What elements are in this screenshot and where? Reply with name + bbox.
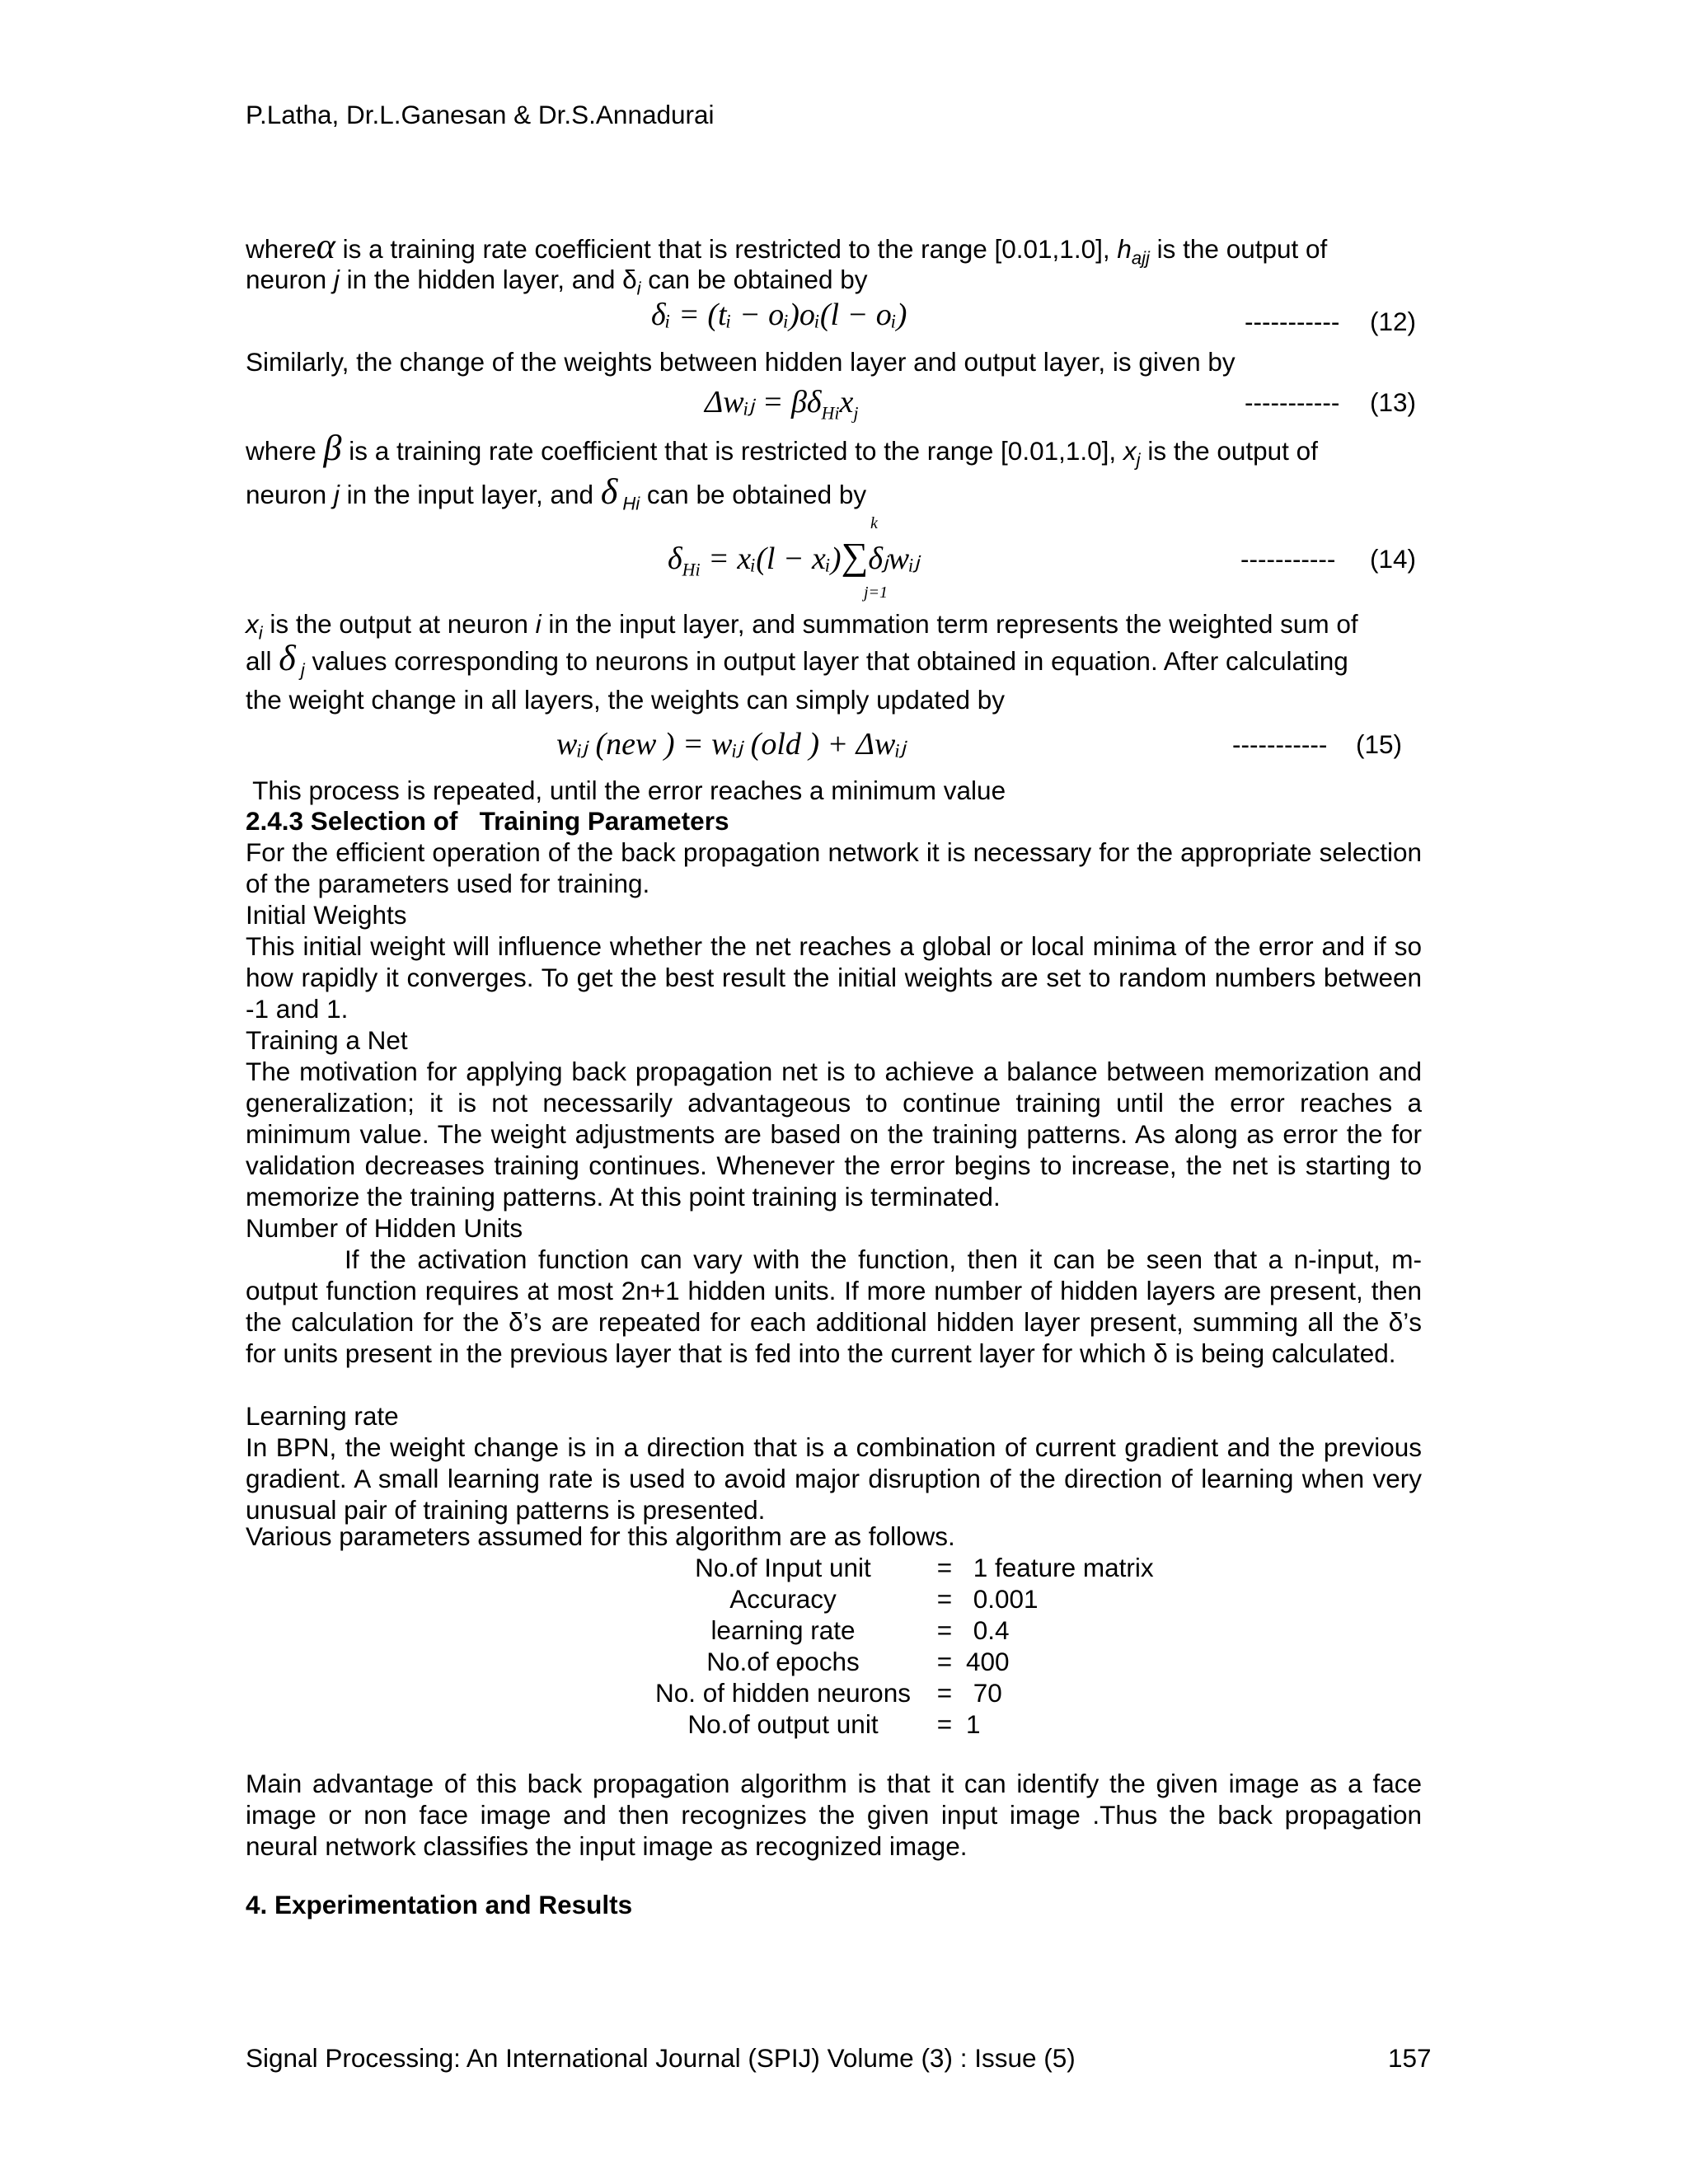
footer-journal: Signal Processing: An International Journal (SPIJ) Volume (3) : Issue (5) — [246, 2043, 1076, 2073]
param-name: learning rate — [710, 1615, 856, 1645]
beta-symbol: β — [323, 428, 342, 468]
running-header: P.Latha, Dr.L.Ganesan & Dr.S.Annadurai — [246, 100, 715, 129]
param-equals: = — [936, 1678, 953, 1708]
table-row — [643, 1677, 1154, 1708]
param-name: No. of hidden neurons — [655, 1678, 911, 1708]
paragraph-various-parameters: Various parameters assumed for this algorithm are as follows. — [246, 1521, 955, 1551]
equation-13-number: (13) — [1370, 387, 1417, 417]
subheading-learning-rate: Learning rate — [246, 1401, 399, 1431]
paragraph-similarly: Similarly, the change of the weights between hidden layer and output layer, is given by — [246, 347, 1236, 377]
paragraph-xi-line3: the weight change in all layers, the weights can simply updated by — [246, 685, 1006, 715]
equation-12: δᵢ = (tᵢ − oᵢ)oᵢ(l − oᵢ) — [651, 298, 907, 332]
param-equals: = — [936, 1553, 953, 1582]
paragraph-repeated: This process is repeated, until the error reaches a minimum value — [246, 776, 1006, 805]
table-row — [643, 1615, 1154, 1646]
paragraph-hidden-units: If the activation function can vary with the function, then it can be seen that a n-input, m-output function requires at most 2n+1 hidden units. If more number of hidden layers are present, then the calculation for the δ’s are repeated for each additional hidden layer present, summing all the δ’s for units present in the previous layer that is fed into the current layer for which δ is being calculated. — [246, 1244, 1422, 1368]
subheading-training-a-net: Training a Net — [246, 1025, 408, 1055]
table-row — [643, 1583, 1154, 1615]
summation-lower-limit: j=1 — [864, 583, 889, 602]
paragraph-xi-line2: all δ $_j$ values corresponding to neurons in output layer that obtained in equation. After calculating — [246, 638, 1348, 681]
equation-13: Δwᵢⱼ = $\beta\delta_{Hi}x_j$ — [705, 385, 859, 424]
alpha-symbol: α — [316, 226, 335, 266]
summation-upper-limit: k — [870, 514, 878, 532]
equation-12-dashes: ----------- — [1245, 307, 1340, 336]
paragraph-beta-line2: neuron j in the input layer, and δ $_{Hi}$ can be obtained by — [246, 471, 867, 514]
equation-12-number: (12) — [1370, 307, 1417, 336]
parameter-table — [643, 1552, 1154, 1740]
subheading-hidden-units: Number of Hidden Units — [246, 1213, 523, 1243]
param-name: No.of epochs — [706, 1647, 860, 1676]
table-row — [643, 1552, 1154, 1583]
table-row — [643, 1708, 1154, 1740]
param-value: 0.4 — [966, 1615, 1010, 1645]
paragraph-training-a-net: The motivation for applying back propagation net is to achieve a balance between memorization and generalization; it is not necessarily advantageous to continue training until the error reaches a minimum value. The weight adjustments are based on the training patterns. As along as error the for validation decreases training continues. Whenever the error begins to increase, the net is starting to memorize the training patterns. At this point training is terminated. — [246, 1057, 1422, 1212]
equation-15-number: (15) — [1356, 729, 1403, 759]
equation-14-number: (14) — [1370, 544, 1417, 574]
param-equals: = — [936, 1647, 953, 1676]
param-value: 1 feature matrix — [966, 1553, 1154, 1582]
equation-14: $\delta_{Hi}$ = xᵢ(l − xᵢ)∑δⱼwᵢⱼ — [668, 535, 920, 580]
equation-15: wᵢⱼ (new ) = wᵢⱼ (old ) + Δwᵢⱼ — [556, 727, 906, 762]
param-value: 400 — [966, 1647, 1010, 1676]
param-name: No.of Input unit — [695, 1553, 871, 1582]
summation-symbol: ∑ — [841, 535, 869, 577]
param-name: No.of output unit — [687, 1709, 879, 1739]
paragraph-efficient-operation: For the efficient operation of the back propagation network it is necessary for the appropriate selection of the parameters used for training. — [246, 837, 1422, 898]
paragraph-learning-rate: In BPN, the weight change is in a direction that is a combination of current gradient and the previous gradient. A small learning rate is used to avoid major disruption of the direction of learning when very unusual pair of training patterns is presented. — [246, 1432, 1422, 1525]
param-equals: = — [936, 1584, 953, 1614]
subheading-initial-weights: Initial Weights — [246, 900, 407, 930]
equation-13-dashes: ----------- — [1245, 387, 1340, 417]
footer-page-number: 157 — [1388, 2043, 1432, 2073]
param-value: 1 — [966, 1709, 981, 1739]
param-value: 0.001 — [966, 1584, 1039, 1614]
param-value: 70 — [966, 1678, 1002, 1708]
param-equals: = — [936, 1615, 953, 1645]
paragraph-xi-line1: $x_i$ is the output at neuron i in the input layer, and summation term represents the weighted sum of — [246, 609, 1358, 644]
section-2-4-3-heading: 2.4.3 Selection of Training Parameters — [246, 806, 729, 836]
paragraph-initial-weights: This initial weight will influence whether the net reaches a global or local minima of the error and if so how rapidly it converges. To get the best result the initial weights are set to random numbers between -1 and 1. — [246, 931, 1422, 1024]
paragraph-alpha-line1: whereα is a training rate coefficient that is restricted to the range [0.01,1.0], $h_{ajj}$ is the output of — [246, 226, 1328, 269]
section-4-heading: 4. Experimentation and Results — [246, 1890, 633, 1919]
paragraph-main-advantage: Main advantage of this back propagation algorithm is that it can identify the given image as a face image or non face image and then recognizes the given input image .Thus the back propagation neural network classifies the input image as recognized image. — [246, 1769, 1422, 1861]
equation-14-dashes: ----------- — [1240, 544, 1336, 574]
table-row — [643, 1646, 1154, 1677]
paragraph-beta-line1: where β is a training rate coefficient that is restricted to the range [0.01,1.0], $x_j$ is the output of — [246, 428, 1318, 471]
equation-15-dashes: ----------- — [1232, 729, 1328, 759]
param-name: Accuracy — [729, 1584, 837, 1614]
paragraph-alpha-line2: neuron j in the hidden layer, and $\delta_i$ can be obtained by — [246, 265, 868, 299]
param-equals: = — [936, 1709, 953, 1739]
